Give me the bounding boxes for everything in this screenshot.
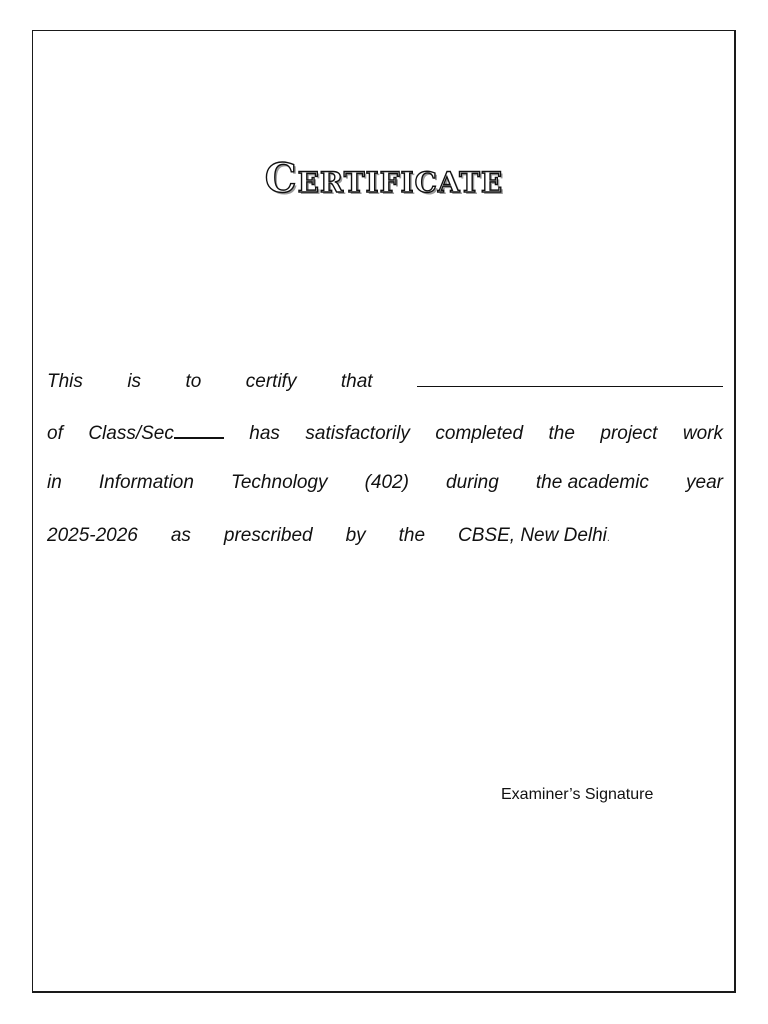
word: to xyxy=(185,371,202,392)
word: CBSE, New Delhi xyxy=(458,525,607,546)
word: completed xyxy=(435,423,524,444)
body-line-2 xyxy=(47,419,723,445)
period-mark: . xyxy=(606,532,610,544)
word: This xyxy=(47,371,83,392)
word: 2025-2026 xyxy=(47,525,138,546)
word: certify xyxy=(245,371,297,392)
body-line-3 xyxy=(47,472,723,494)
word: that xyxy=(340,371,373,392)
word: has xyxy=(249,423,280,444)
student-name-blank xyxy=(417,366,723,387)
word: (402) xyxy=(364,472,409,493)
word: is xyxy=(127,371,142,392)
class-sec-blank xyxy=(174,419,224,439)
word: Technology xyxy=(231,472,328,493)
word: prescribed xyxy=(223,525,313,546)
word: as xyxy=(170,525,191,546)
word: work xyxy=(682,423,723,444)
word: Information xyxy=(98,472,194,493)
word: in xyxy=(47,472,62,493)
word: of xyxy=(47,423,63,444)
word: by xyxy=(345,525,366,546)
word: Class/Sec xyxy=(88,423,174,444)
word: during xyxy=(446,472,499,493)
examiner-signature-label: Examiner’s Signature xyxy=(501,786,654,803)
body-line-4 xyxy=(47,525,610,547)
last-phrase xyxy=(458,525,610,547)
word: project xyxy=(600,423,658,444)
word: satisfactorily xyxy=(305,423,410,444)
class-sec-group xyxy=(88,419,224,445)
word: year xyxy=(686,472,723,493)
word: the academic xyxy=(535,472,649,493)
word: the xyxy=(548,423,575,444)
body-line-1 xyxy=(47,366,723,393)
word: the xyxy=(398,525,426,546)
certificate-title: Certificate xyxy=(264,155,504,202)
